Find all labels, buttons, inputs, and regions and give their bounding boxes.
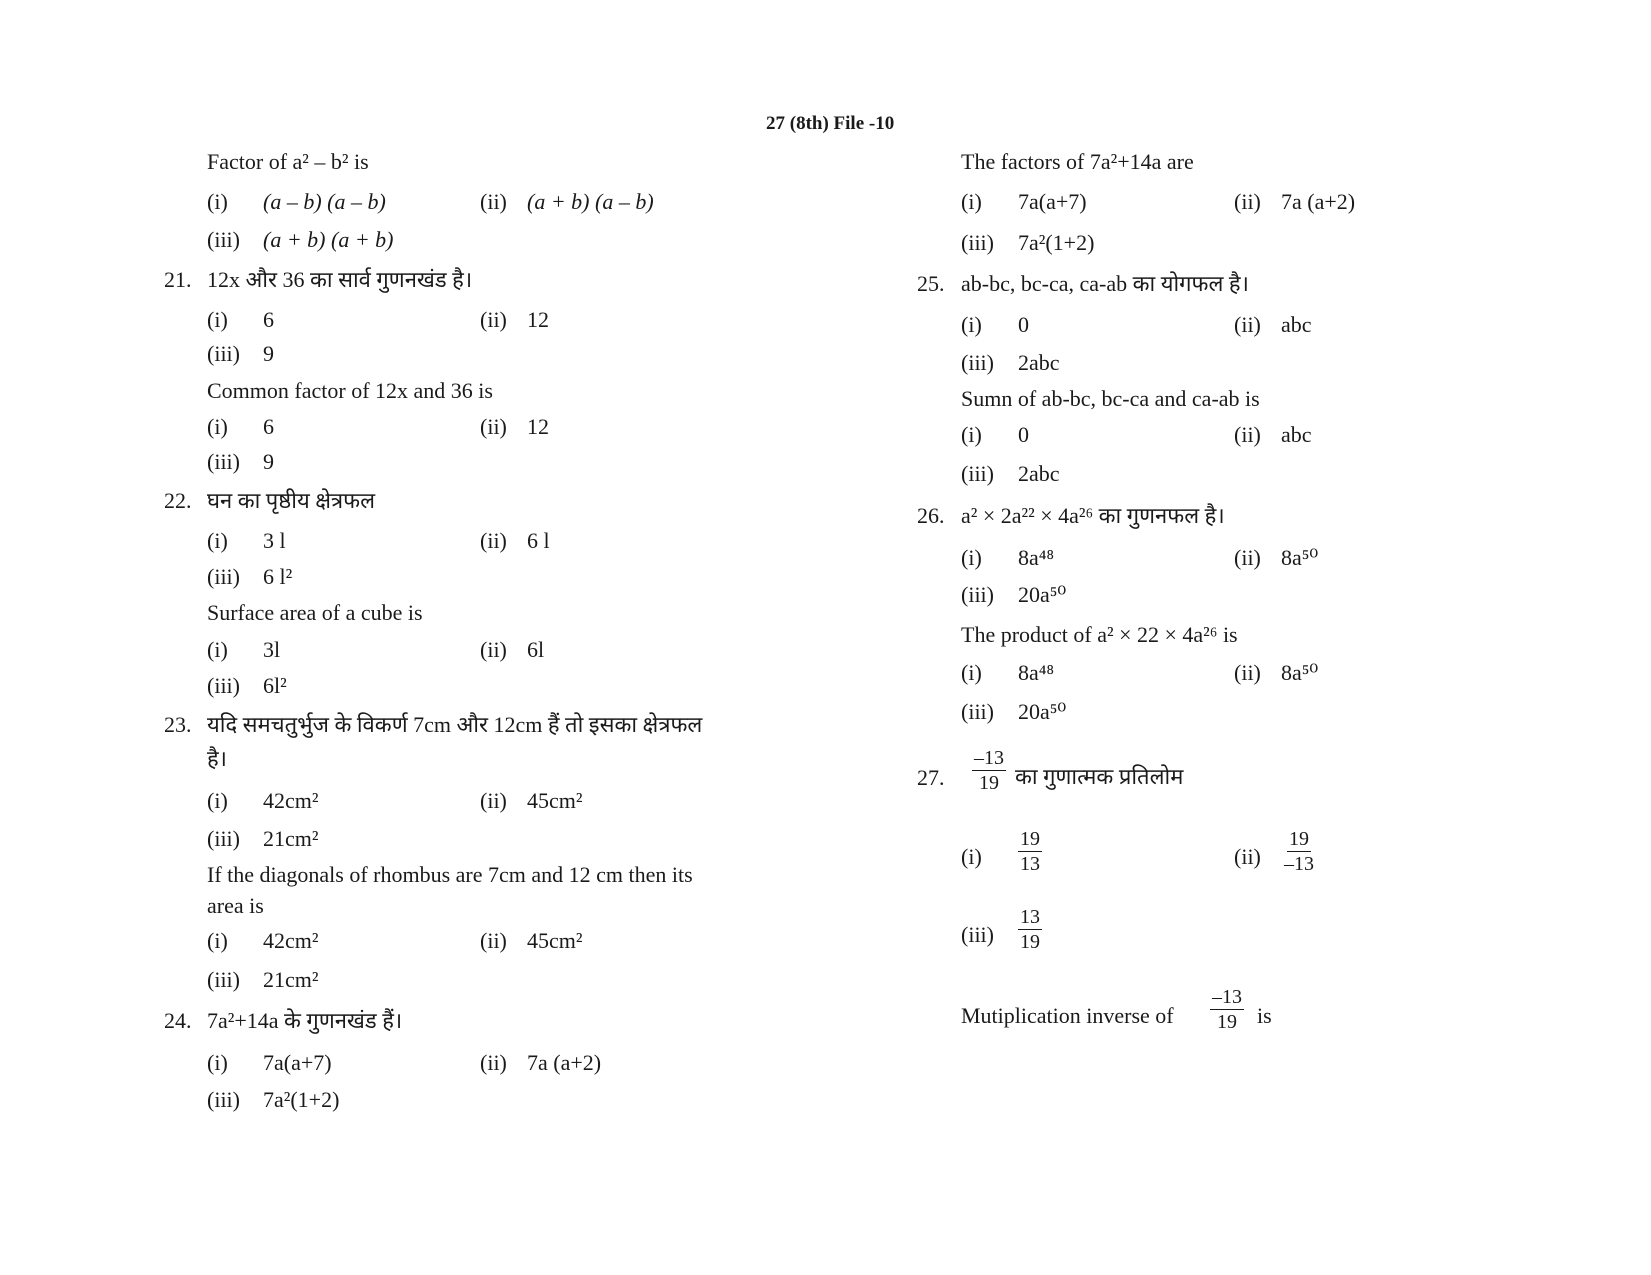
option-value: 9 bbox=[263, 341, 274, 366]
option-label: (iii) bbox=[207, 564, 240, 589]
option-label: (iii) bbox=[961, 922, 994, 947]
option-label: (iii) bbox=[961, 350, 994, 375]
question-number: 23. bbox=[164, 712, 192, 737]
option-value: 12 bbox=[527, 414, 549, 439]
option-label: (iii) bbox=[961, 699, 994, 724]
question-stem: a² × 2a²² × 4a²⁶ का गुणनफल है। bbox=[961, 503, 1225, 528]
option-value: 3 l bbox=[263, 528, 286, 553]
question-stem: 7a²+14a के गुणनखंड हैं। bbox=[207, 1008, 403, 1033]
question-stem-tail: is bbox=[1257, 1003, 1272, 1028]
option-label: (ii) bbox=[1234, 660, 1261, 685]
question-stem: Mutiplication inverse of bbox=[961, 1003, 1174, 1028]
question-stem: Surface area of a cube is bbox=[207, 600, 423, 625]
option-value: 45cm² bbox=[527, 928, 583, 953]
option-label: (ii) bbox=[1234, 844, 1261, 869]
option-label: (i) bbox=[961, 545, 982, 570]
option-label: (i) bbox=[207, 928, 228, 953]
option-value: 0 bbox=[1018, 422, 1029, 447]
option-value: 42cm² bbox=[263, 788, 319, 813]
option-label: (i) bbox=[207, 1050, 228, 1075]
option-value: (a + b) (a + b) bbox=[263, 227, 394, 252]
option-label: (i) bbox=[207, 528, 228, 553]
option-value: 6 l bbox=[527, 528, 550, 553]
option-label: (iii) bbox=[207, 673, 240, 698]
option-value: 8a⁴⁸ bbox=[1018, 660, 1055, 685]
option-value: 8a⁵⁰ bbox=[1281, 545, 1319, 570]
option-label: (ii) bbox=[1234, 312, 1261, 337]
denominator: 19 bbox=[1217, 1011, 1237, 1033]
option-value: 20a⁵⁰ bbox=[1018, 699, 1067, 724]
option-label: (ii) bbox=[480, 1050, 507, 1075]
denominator: 19 bbox=[1020, 931, 1040, 953]
option-label: (iii) bbox=[961, 582, 994, 607]
question-stem: 12x और 36 का सार्व गुणनखंड है। bbox=[207, 267, 473, 292]
page-header: 27 (8th) File -10 bbox=[766, 113, 895, 134]
option-label: (i) bbox=[207, 414, 228, 439]
option-value: 6l² bbox=[263, 673, 287, 698]
question-stem: The factors of 7a²+14a are bbox=[961, 149, 1194, 174]
option-label: (iii) bbox=[207, 1087, 240, 1112]
option-fraction bbox=[1284, 828, 1314, 875]
question-number: 27. bbox=[917, 765, 945, 790]
option-label: (iii) bbox=[961, 461, 994, 486]
option-value: 2abc bbox=[1018, 461, 1060, 486]
option-label: (i) bbox=[961, 189, 982, 214]
question-stem-line2: है। bbox=[207, 746, 228, 771]
question-stem: घन का पृष्ठीय क्षेत्रफल bbox=[207, 488, 376, 513]
numerator: 19 bbox=[1289, 828, 1309, 850]
option-label: (iii) bbox=[207, 227, 240, 252]
denominator: 13 bbox=[1020, 853, 1040, 875]
option-value: 12 bbox=[527, 307, 549, 332]
option-label: (iii) bbox=[961, 230, 994, 255]
question-stem: If the diagonals of rhombus are 7cm and 12 cm then its bbox=[207, 862, 693, 887]
question-stem-line2: area is bbox=[207, 893, 264, 918]
option-label: (i) bbox=[961, 312, 982, 337]
option-value: (a – b) (a – b) bbox=[263, 189, 386, 214]
question-stem: यदि समचतुर्भुज के विकर्ण 7cm और 12cm हैं तो इसका क्षेत्रफल bbox=[207, 712, 703, 737]
question-stem: Sumn of ab-bc, bc-ca and ca-ab is bbox=[961, 386, 1260, 411]
numerator: –13 bbox=[1212, 986, 1242, 1008]
question-number: 22. bbox=[164, 488, 192, 513]
denominator: 19 bbox=[979, 772, 999, 794]
option-value: 21cm² bbox=[263, 826, 319, 851]
option-label: (i) bbox=[207, 189, 228, 214]
question-number: 24. bbox=[164, 1008, 192, 1033]
option-value: 8a⁴⁸ bbox=[1018, 545, 1055, 570]
numerator: –13 bbox=[974, 747, 1004, 769]
option-label: (i) bbox=[961, 844, 982, 869]
question-stem: Common factor of 12x and 36 is bbox=[207, 378, 493, 403]
question-stem: Factor of a² – b² is bbox=[207, 149, 369, 174]
option-value: 6l bbox=[527, 637, 545, 662]
option-value: 6 bbox=[263, 414, 274, 439]
option-label: (ii) bbox=[1234, 422, 1261, 447]
option-label: (iii) bbox=[207, 341, 240, 366]
question-number: 25. bbox=[917, 271, 945, 296]
fraction bbox=[972, 747, 1006, 794]
denominator: –13 bbox=[1284, 853, 1314, 875]
question-stem: The product of a² × 22 × 4a²⁶ is bbox=[961, 622, 1238, 647]
option-label: (i) bbox=[207, 307, 228, 332]
option-fraction bbox=[1018, 906, 1042, 953]
option-value: 7a (a+2) bbox=[1281, 189, 1356, 214]
option-value: abc bbox=[1281, 422, 1312, 447]
option-value: 6 bbox=[263, 307, 274, 332]
option-label: (ii) bbox=[1234, 545, 1261, 570]
question-number: 21. bbox=[164, 267, 192, 292]
option-label: (ii) bbox=[480, 189, 507, 214]
option-value: 3l bbox=[263, 637, 281, 662]
option-value: 7a²(1+2) bbox=[263, 1087, 340, 1112]
question-number: 26. bbox=[917, 503, 945, 528]
option-label: (iii) bbox=[207, 826, 240, 851]
option-label: (ii) bbox=[1234, 189, 1261, 214]
option-value: 42cm² bbox=[263, 928, 319, 953]
option-label: (ii) bbox=[480, 307, 507, 332]
option-label: (i) bbox=[207, 637, 228, 662]
question-stem: का गुणात्मक प्रतिलोम bbox=[1015, 764, 1184, 789]
option-value: 21cm² bbox=[263, 967, 319, 992]
option-label: (iii) bbox=[207, 449, 240, 474]
option-label: (ii) bbox=[480, 928, 507, 953]
option-value: 6 l² bbox=[263, 564, 293, 589]
option-label: (i) bbox=[207, 788, 228, 813]
option-value: 0 bbox=[1018, 312, 1029, 337]
numerator: 13 bbox=[1020, 906, 1040, 928]
option-value: abc bbox=[1281, 312, 1312, 337]
option-value: (a + b) (a – b) bbox=[527, 189, 654, 214]
option-value: 2abc bbox=[1018, 350, 1060, 375]
option-label: (i) bbox=[961, 422, 982, 447]
option-value: 7a²(1+2) bbox=[1018, 230, 1095, 255]
numerator: 19 bbox=[1020, 828, 1040, 850]
option-value: 45cm² bbox=[527, 788, 583, 813]
option-label: (iii) bbox=[207, 967, 240, 992]
option-value: 20a⁵⁰ bbox=[1018, 582, 1067, 607]
option-fraction bbox=[1018, 828, 1042, 875]
option-label: (ii) bbox=[480, 637, 507, 662]
option-value: 7a (a+2) bbox=[527, 1050, 602, 1075]
option-value: 9 bbox=[263, 449, 274, 474]
option-label: (ii) bbox=[480, 788, 507, 813]
question-stem: ab-bc, bc-ca, ca-ab का योगफल है। bbox=[961, 271, 1249, 296]
option-label: (ii) bbox=[480, 414, 507, 439]
option-value: 7a(a+7) bbox=[263, 1050, 332, 1075]
option-value: 7a(a+7) bbox=[1018, 189, 1087, 214]
option-label: (ii) bbox=[480, 528, 507, 553]
option-value: 8a⁵⁰ bbox=[1281, 660, 1319, 685]
fraction bbox=[1210, 986, 1244, 1033]
option-label: (i) bbox=[961, 660, 982, 685]
